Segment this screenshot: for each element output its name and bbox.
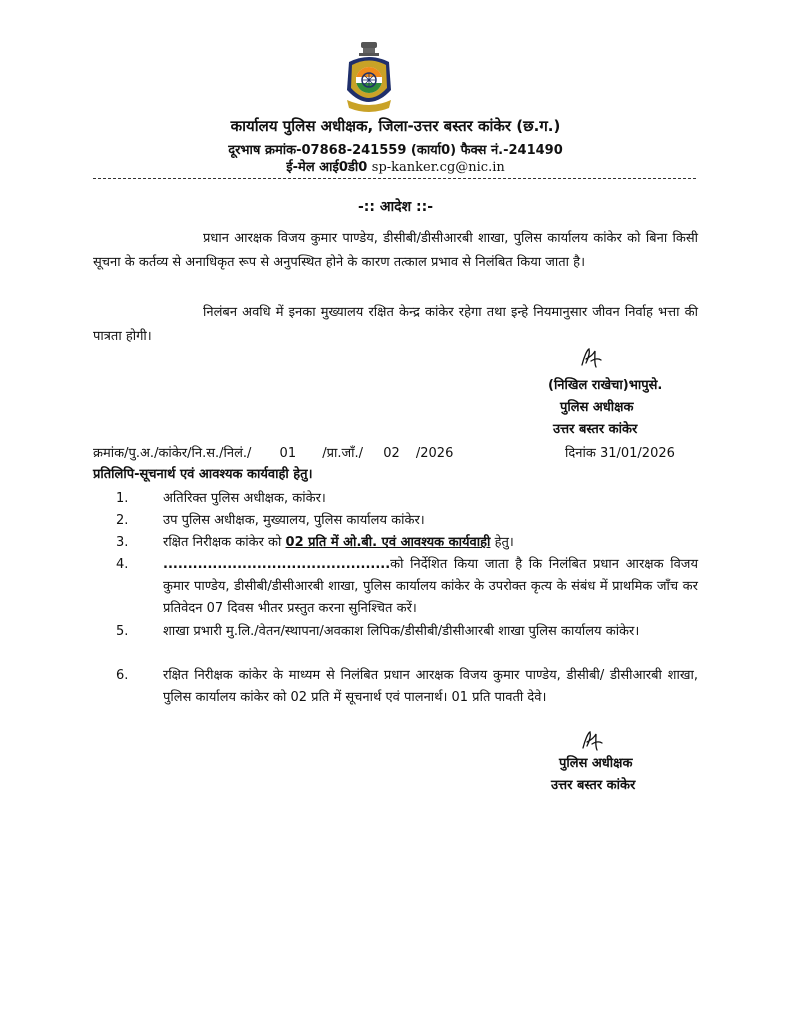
copy-heading: प्रतिलिपि-सूचनार्थ एवं आवश्यक कार्यवाही हेतु। [93,467,313,482]
list-item-text: अतिरिक्त पुलिस अधीक्षक, कांकेर। [163,491,326,506]
email-address: sp-kanker.cg@nic.in [371,160,505,175]
signature-1-icon [578,345,604,371]
list-item-number: 2. [116,513,129,528]
signatory-designation-2: पुलिस अधीक्षक [559,756,633,771]
list-item-text: शाखा प्रभारी मु.लि./वेतन/स्थापना/अवकाश लिपिक/डीसीबी/डीसीआरबी शाखा पुलिस कार्यालय कांकेर। [163,624,640,639]
email-line [0,157,791,175]
header-divider [93,178,696,179]
order-paragraph-2: निलंबन अवधि में इनका मुख्यालय रक्षित केन्द्र कांकेर रहेगा तथा इन्हे नियमानुसार जीवन निर्वाह भत्ता की पात्रता होगी। [93,305,698,344]
reference-number [93,443,453,461]
signatory-district-2: उत्तर बस्तर कांकेर [551,778,636,793]
police-emblem-icon [339,40,399,116]
reference-mid: /प्रा.जॉं./ [322,446,364,461]
order-paragraph-1: प्रधान आरक्षक विजय कुमार पाण्डेय, डीसीबी/डीसीआरबी शाखा, पुलिस कार्यालय कांकेर को बिना किसी सूचना के कर्तव्य से अनाधिकृत रूप से अनुपस्थित होने के कारण तत्काल प्रभाव से निलंबित किया जाता है। [93,231,698,270]
list-item-number: 6. [116,668,129,683]
office-heading: कार्यालय पुलिस अधीक्षक, जिला-उत्तर बस्तर कांकेर (छ.ग.) [230,117,561,135]
list-item-text-body: को निर्देशित किया जाता है कि निलंबित प्रधान आरक्षक विजय कुमार पाण्डेय, डीसीबी/डीसीआरबी शाखा, पुलिस कार्यालय कांकेर के उपरोक्त कृत्य के संबंध में प्राथमिक जॉंच कर प्रतिवेदन 07 दिवस भीतर प्रस्तुत करना सुनिश्चित करें। [163,557,698,616]
list-item-text [163,532,698,554]
list-item-text [163,554,698,620]
blank-dots: .............................................. [163,557,391,572]
reference-prefix: क्रमांक/पु.अ./कांकेर/नि.स./निलं./ [93,446,252,461]
list-item-number: 3. [116,535,129,550]
email-label: ई-मेल आई0डी0 [286,160,368,175]
signatory-designation: पुलिस अधीक्षक [560,400,634,415]
list-item-number: 1. [116,491,129,506]
reference-date: दिनांक 31/01/2026 [565,446,675,461]
reference-num2: 02 [383,446,400,461]
list-item-text: रक्षित निरीक्षक कांकेर के माध्यम से निलंबित प्रधान आरक्षक विजय कुमार पाण्डेय, डीसीबी/ डीसीआरबी शाखा, पुलिस कार्यालय कांकेर को 02 प्रति में सूचनार्थ एवं पालनार्थ। 01 प्रति पावती देवे। [163,668,698,705]
list-item-emphasis: 02 प्रति में ओ.बी. एवं आवश्यक कार्यवाही [285,535,491,550]
phone-fax-line: दूरभाष क्रमांक-07868-241559 (कार्या0) फैक्स नं.-241490 [228,143,563,158]
signatory-name: (निखिल राखेचा)भापुसे. [548,378,663,393]
list-item-text-before: रक्षित निरीक्षक कांकेर को [163,535,286,550]
list-item-number: 4. [116,557,129,572]
list-item-text: उप पुलिस अधीक्षक, मुख्यालय, पुलिस कार्यालय कांकेर। [163,513,425,528]
signatory-district: उत्तर बस्तर कांकेर [553,422,638,437]
reference-year: /2026 [415,446,454,461]
list-item-number: 5. [116,624,129,639]
reference-num1: 01 [279,446,297,461]
list-item-text-after: हेतु। [490,535,514,550]
signature-2-icon [579,728,605,754]
order-title: -:: आदेश ::- [357,199,434,215]
